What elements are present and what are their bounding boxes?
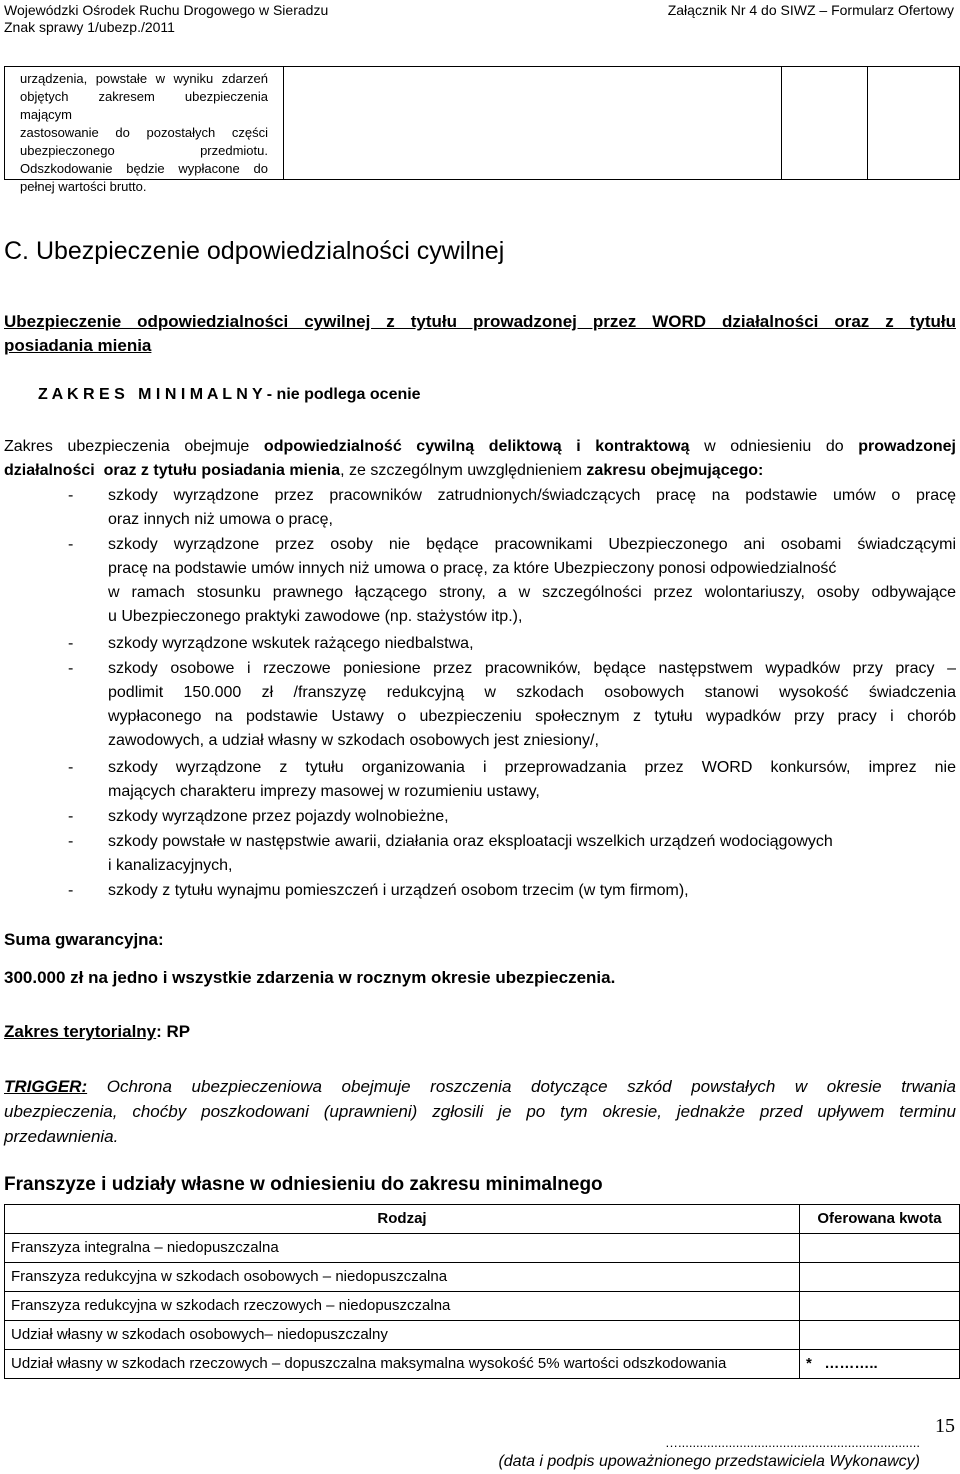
section-title: C. Ubezpieczenie odpowiedzialności cywilnej	[4, 237, 505, 265]
list-dash: -	[68, 487, 74, 504]
suma-label: Suma gwarancyjna:	[4, 930, 164, 949]
cell-kwota[interactable]	[800, 1234, 960, 1263]
zakres-terytorialny-label: Zakres terytorialny	[4, 1022, 157, 1041]
header-case-number: Znak sprawy 1/ubezp./2011	[4, 19, 175, 35]
franchise-heading: Franszyze i udziały własne w odniesieniu do zakresu minimalnego	[4, 1174, 603, 1195]
list-item-line: szkody wyrządzone przez osoby nie będące pracownikami Ubezpieczonego ani osobami świadczącymi	[108, 536, 956, 553]
cell-rodzaj: Udział własny w szkodach osobowych– niedopuszczalny	[5, 1321, 800, 1350]
scope-text: w odniesieniu do	[689, 438, 859, 455]
cell-kwota[interactable]	[800, 1263, 960, 1292]
section-subtitle-line1: Ubezpieczenie odpowiedzialności cywilnej z tytułu prowadzonej przez WORD działalności oraz z tytułu	[4, 312, 956, 331]
list-dash: -	[68, 808, 74, 825]
list-item-line: zawodowych, a udział własny w szkodach osobowych jest zniesiony/,	[108, 732, 599, 749]
zakres-terytorialny-value: : RP	[156, 1022, 191, 1041]
cell-line: urządzenia, powstałe w wyniku zdarzeń	[20, 71, 268, 86]
column-header-kwota: Oferowana kwota	[800, 1205, 960, 1234]
scope-text-bold: odpowiedzialność cywilną deliktową i kontraktową	[263, 438, 690, 455]
list-item-line: szkody powstałe w następstwie awarii, działania oraz eksploatacji wszelkich urządzeń wodociągowych	[108, 833, 833, 850]
top-table-cell-text	[20, 70, 268, 196]
top-table	[4, 66, 960, 194]
table-row	[5, 1350, 960, 1379]
list-item-line: szkody wyrządzone przez pracowników zatrudnionych/świadczących pracę na podstawie umów o pracę	[108, 487, 956, 504]
table-row	[5, 1263, 960, 1292]
table-divider	[781, 67, 782, 179]
list-dash: -	[68, 660, 74, 677]
scope-line2	[4, 459, 763, 483]
list-item-line: szkody wyrządzone przez pojazdy wolnobieżne,	[108, 808, 449, 825]
cell-line: ubezpieczonego przedmiotu.	[20, 143, 268, 158]
list-item	[108, 879, 956, 903]
cell-line: pełnej wartości brutto.	[20, 179, 147, 194]
zakres-note: - nie podlega ocenie	[262, 386, 421, 403]
table-divider	[867, 67, 868, 179]
trigger-line1	[4, 1074, 956, 1099]
franchise-table	[4, 1204, 960, 1379]
scope-text-bold: zakresu obejmującego:	[586, 462, 764, 479]
cell-line: objętych zakresem ubezpieczenia mającym	[20, 89, 268, 122]
list-item-line: szkody z tytułu wynajmu pomieszczeń i urządzeń osobom trzecim (w tym firmom),	[108, 882, 689, 899]
table-row	[5, 1234, 960, 1263]
section-subtitle-line2: posiadania mienia	[4, 336, 152, 355]
list-item	[108, 632, 956, 656]
list-item	[108, 484, 956, 532]
list-dash: -	[68, 833, 74, 850]
table-header-row	[5, 1205, 960, 1234]
list-item	[108, 657, 956, 753]
trigger-line3: przedawnienia.	[4, 1127, 119, 1146]
zakres-terytorialny	[4, 1020, 190, 1044]
list-item-line: mających charakteru imprezy masowej w rozumieniu ustawy,	[108, 783, 540, 800]
list-item	[108, 805, 956, 829]
cell-rodzaj: Udział własny w szkodach rzeczowych – dopuszczalna maksymalna wysokość 5% wartości odszkodowania	[5, 1350, 800, 1379]
cell-kwota[interactable]: * ………..	[800, 1350, 960, 1379]
cell-kwota[interactable]	[800, 1321, 960, 1350]
list-dash: -	[68, 635, 74, 652]
scope-text-bold: działalności oraz z tytułu posiadania mienia	[4, 462, 341, 479]
list-item-line: podlimit 150.000 zł /franszyzę redukcyjną w szkodach osobowych stanowi wysokość świadczenia	[108, 684, 956, 701]
signature-caption: (data i podpis upoważnionego przedstawiciela Wykonawcy)	[498, 1453, 920, 1470]
cell-kwota[interactable]	[800, 1292, 960, 1321]
list-item-line: w ramach stosunku prawnego łączącego strony, a w szczególności przez wolontariuszy, osoby odbywające	[108, 584, 956, 601]
zakres-label: Z A K R E S M I N I M A L N Y	[38, 386, 263, 403]
list-item-line: szkody osobowe i rzeczowe poniesione przez pracowników, będące następstwem wypadków przy pracy –	[108, 660, 956, 677]
suma-value: 300.000 zł na jedno i wszystkie zdarzenia w rocznym okresie ubezpieczenia.	[4, 968, 616, 987]
list-dash: -	[68, 882, 74, 899]
column-header-rodzaj: Rodzaj	[5, 1205, 800, 1234]
signature-dots: …...................................................................	[665, 1435, 920, 1450]
cell-rodzaj: Franszyza redukcyjna w szkodach osobowych – niedopuszczalna	[5, 1263, 800, 1292]
scope-text: Zakres ubezpieczenia obejmuje	[4, 438, 264, 455]
zakres-heading	[38, 383, 421, 407]
list-dash: -	[68, 536, 74, 553]
cell-rodzaj: Franszyza integralna – niedopuszczalna	[5, 1234, 800, 1263]
list-item	[108, 533, 956, 629]
list-item-line: szkody wyrządzone z tytułu organizowania i przeprowadzania przez WORD konkursów, imprez nie	[108, 759, 956, 776]
cell-rodzaj: Franszyza redukcyjna w szkodach rzeczowych – niedopuszczalna	[5, 1292, 800, 1321]
list-item-line: wypłaconego na podstawie Ustawy o ubezpieczeniu społecznym z tytułu wypadków przy pracy i chorób	[108, 708, 956, 725]
page-number: 15	[935, 1415, 955, 1437]
scope-text: , ze szczególnym uwzględnieniem	[340, 462, 587, 479]
scope-text-bold: prowadzonej	[858, 438, 956, 455]
list-item	[108, 830, 956, 878]
header-attachment: Załącznik Nr 4 do SIWZ – Formularz Ofertowy	[667, 2, 954, 18]
trigger-label: TRIGGER:	[4, 1077, 88, 1096]
scope-line1	[4, 435, 956, 459]
list-item-line: u Ubezpieczonego praktyki zawodowe (np. stażystów itp.),	[108, 608, 523, 625]
list-item-line: pracę na podstawie umów innych niż umowa o pracę, za które Ubezpieczony ponosi odpowiedzialność	[108, 560, 837, 577]
cell-line: zastosowanie do pozostałych części	[20, 125, 268, 140]
trigger-line2: ubezpieczenia, choćby poszkodowani (uprawnieni) zgłosili je po tym okresie, jednakże przed upływem terminu	[4, 1102, 956, 1121]
trigger-text: Ochrona ubezpieczeniowa obejmuje roszczenia dotyczące szkód powstałych w okresie trwania	[87, 1077, 956, 1096]
list-item-line: szkody wyrządzone wskutek rażącego niedbalstwa,	[108, 635, 474, 652]
table-row	[5, 1321, 960, 1350]
list-item-line: oraz innych niż umowa o pracę,	[108, 511, 333, 528]
cell-line: Odszkodowanie będzie wypłacone do	[20, 161, 268, 176]
list-item	[108, 756, 956, 804]
header-institution: Wojewódzki Ośrodek Ruchu Drogowego w Sieradzu	[4, 2, 329, 18]
list-dash: -	[68, 759, 74, 776]
table-divider	[283, 67, 284, 179]
table-row	[5, 1292, 960, 1321]
list-item-line: i kanalizacyjnych,	[108, 857, 233, 874]
